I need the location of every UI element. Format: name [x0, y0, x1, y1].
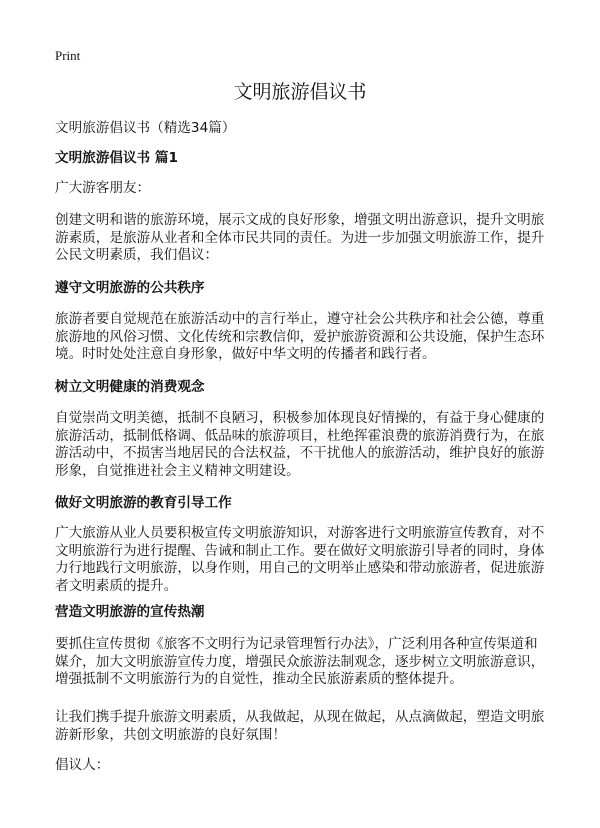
subtitle: 文明旅游倡议书（精选34篇） — [55, 120, 236, 136]
heading-consumption: 树立文明健康的消费观念 — [55, 379, 205, 395]
text-line: 境。时时处处注意自身形象，做好中华文明的传播者和践行者。 — [55, 346, 436, 363]
paragraph-education — [55, 525, 555, 595]
heading-education: 做好文明旅游的教育引导工作 — [55, 495, 232, 511]
text-line: 公民文明素质，我们倡议： — [55, 247, 219, 264]
closing-paragraph — [55, 709, 555, 744]
text-line: 创建文明和谐的旅游环境，展示文成的良好形象，增强文明出游意识，提升文明旅 — [55, 212, 545, 228]
text-line: 游活动中，不损害当地居民的合法权益，不干扰他人的旅游活动，维护良好的旅游 — [55, 445, 545, 462]
page-title: 文明旅游倡议书 — [233, 81, 367, 103]
intro-paragraph — [55, 212, 555, 265]
text-line: 让我们携手提升旅游文明素质，从我做起，从现在做起，从点滴做起，塑造文明旅 — [55, 709, 545, 725]
print-link[interactable]: Print — [55, 48, 81, 63]
text-line: 旅游活动，抵制低格调、低品味的旅游项目，杜绝挥霍浪费的旅游消费行为，在旅 — [55, 427, 545, 444]
text-line: 力行地践行文明旅游，以身作则，用自己的文明举止感染和带动旅游者，促进旅游 — [55, 560, 545, 577]
text-line: 文明旅游行为进行提醒、告诫和制止工作。要在做好文明旅游引导者的同时，身体 — [55, 542, 545, 559]
paragraph-promotion — [55, 636, 555, 689]
text-line: 游素质，是旅游从业者和全体市民共同的责任。为进一步加强文明旅游工作，提升 — [55, 229, 545, 246]
text-line: 形象，自觉推进社会主义精神文明建设。 — [55, 462, 300, 479]
paragraph-consumption — [55, 410, 555, 480]
text-line: 广大旅游从业人员要积极宣传文明旅游知识，对游客进行文明旅游宣传教育，对不 — [55, 525, 545, 541]
text-line: 增强抵制不文明旅游行为的自觉性，推动全民旅游素质的整体提升。 — [55, 671, 463, 688]
signature: 倡议人： — [55, 757, 110, 773]
text-line: 旅游地的风俗习惯、文化传统和宗教信仰，爱护旅游资源和公共设施，保护生态环 — [55, 328, 545, 345]
text-line: 旅游者要自觉规范在旅游活动中的言行举止，遵守社会公共秩序和社会公德，尊重 — [55, 311, 545, 327]
heading-promotion: 营造文明旅游的宣传热潮 — [55, 604, 205, 620]
text-line: 自觉崇尚文明美德，抵制不良陋习，积极参加体现良好情操的，有益于身心健康的 — [55, 410, 545, 426]
paragraph-public-order — [55, 311, 555, 364]
text-line: 游新形象，共创文明旅游的良好氛围！ — [55, 726, 287, 743]
section-heading: 文明旅游倡议书 篇1 — [55, 150, 178, 166]
greeting: 广大游客朋友： — [55, 180, 151, 196]
heading-public-order: 遵守文明旅游的公共秩序 — [55, 280, 205, 296]
text-line: 者文明素质的提升。 — [55, 577, 178, 594]
text-line: 媒介，加大文明旅游宣传力度，增强民众旅游法制观念，逐步树立文明旅游意识， — [55, 653, 545, 670]
text-line: 要抓住宣传贯彻《旅客不文明行为记录管理暂行办法》，广泛利用各种宣传渠道和 — [55, 636, 538, 652]
